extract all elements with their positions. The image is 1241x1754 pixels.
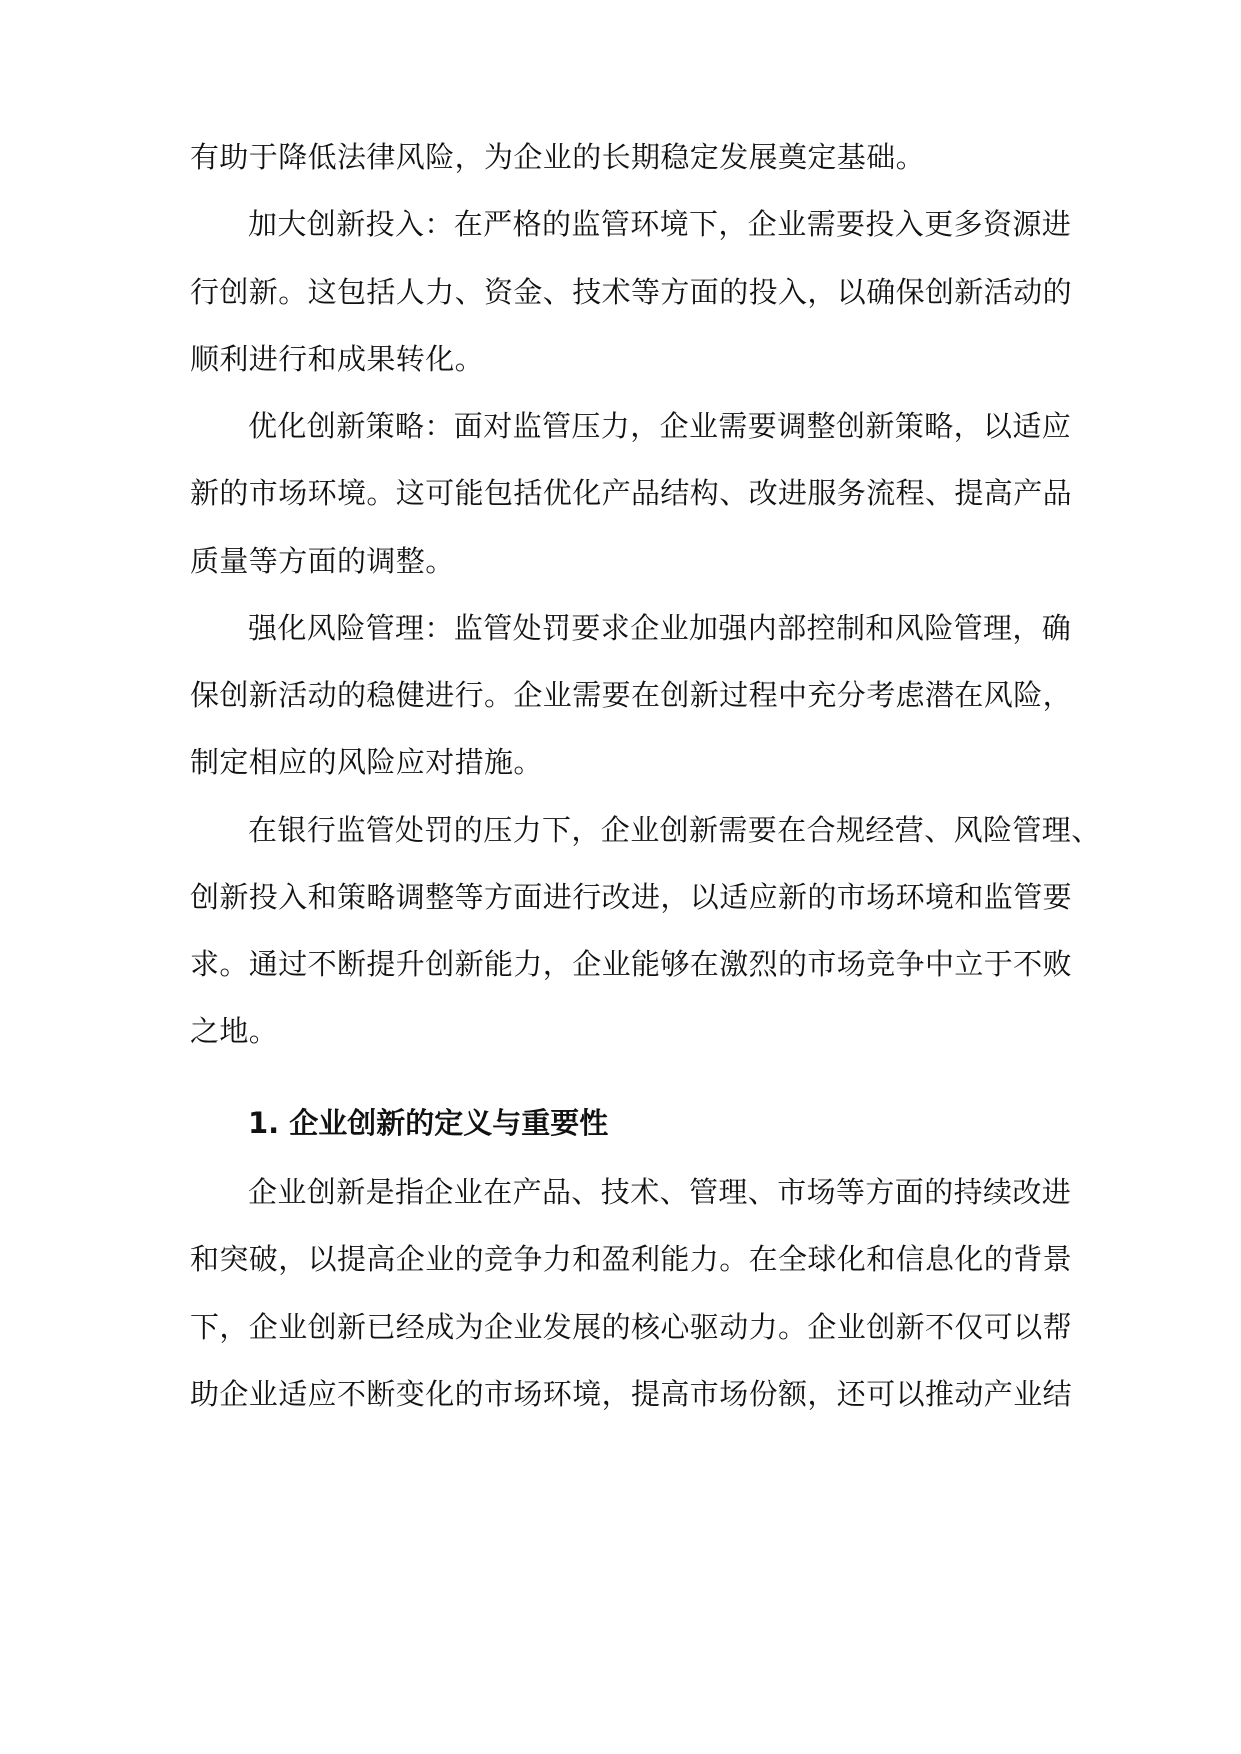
paragraph-first-line: 在银行监管处罚的压力下，企业创新需要在合规经营、风险管理、 <box>248 813 1101 847</box>
text-line: 顺利进行和成果转化。 <box>190 342 485 376</box>
text-line: 行创新。这包括人力、资金、技术等方面的投入，以确保创新活动的 <box>190 275 1073 309</box>
paragraph-first-line: 优化创新策略：面对监管压力，企业需要调整创新策略，以适应 <box>248 409 1072 443</box>
text-line: 有助于降低法律风险，为企业的长期稳定发展奠定基础。 <box>190 140 926 174</box>
text-line: 之地。 <box>190 1014 279 1048</box>
text-line: 新的市场环境。这可能包括优化产品结构、改进服务流程、提高产品 <box>190 476 1073 510</box>
text-line: 质量等方面的调整。 <box>190 544 455 578</box>
text-line: 助企业适应不断变化的市场环境，提高市场份额，还可以推动产业结 <box>190 1377 1073 1411</box>
paragraph-first-line: 强化风险管理：监管处罚要求企业加强内部控制和风险管理，确 <box>248 611 1072 645</box>
text-line: 制定相应的风险应对措施。 <box>190 745 543 779</box>
section-heading: 1. 企业创新的定义与重要性 <box>248 1106 609 1140</box>
text-line: 创新投入和策略调整等方面进行改进，以适应新的市场环境和监管要 <box>190 880 1073 914</box>
text-line: 和突破，以提高企业的竞争力和盈利能力。在全球化和信息化的背景 <box>190 1242 1073 1276</box>
text-line: 求。通过不断提升创新能力，企业能够在激烈的市场竞争中立于不败 <box>190 947 1073 981</box>
paragraph-first-line: 企业创新是指企业在产品、技术、管理、市场等方面的持续改进 <box>248 1175 1072 1209</box>
text-line: 保创新活动的稳健进行。企业需要在创新过程中充分考虑潜在风险， <box>190 678 1073 712</box>
text-line: 下，企业创新已经成为企业发展的核心驱动力。企业创新不仅可以帮 <box>190 1310 1073 1344</box>
paragraph-first-line: 加大创新投入：在严格的监管环境下，企业需要投入更多资源进 <box>248 207 1072 241</box>
